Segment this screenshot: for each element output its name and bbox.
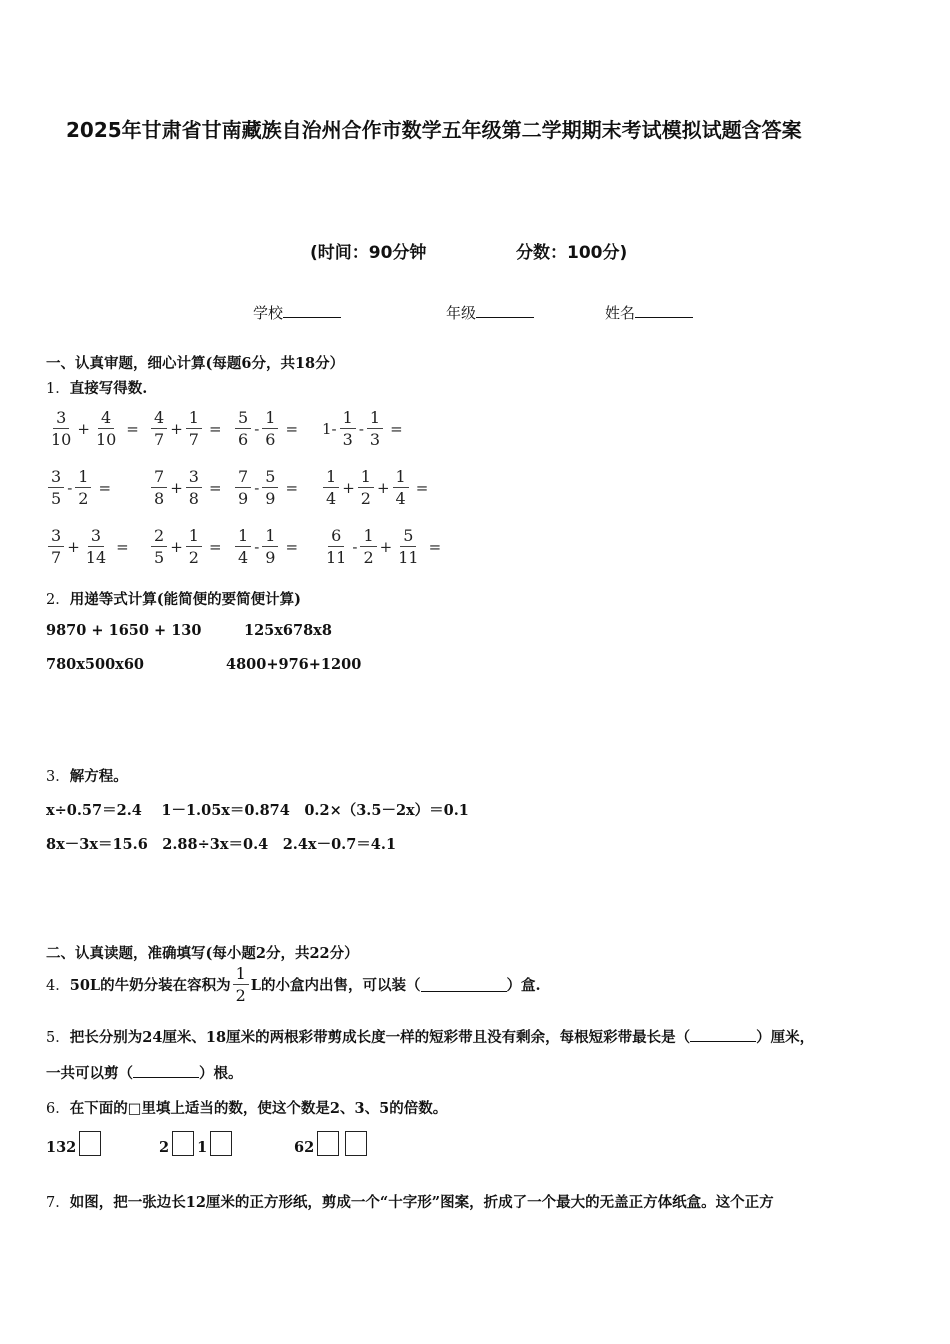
section-2-heading: 二、认真读题，准确填写(每小题2分，共22分） bbox=[46, 945, 359, 962]
digit-box[interactable] bbox=[172, 1131, 194, 1156]
numerator: 3 bbox=[88, 526, 104, 547]
question-5 bbox=[46, 1026, 814, 1047]
question-6 bbox=[46, 1097, 447, 1118]
numerator: 7 bbox=[235, 467, 251, 488]
numerator: 7 bbox=[151, 467, 167, 488]
numerator: 5 bbox=[235, 408, 251, 429]
denominator: 9 bbox=[265, 489, 276, 508]
digit-prefix: 2 bbox=[159, 1139, 170, 1156]
operator: - bbox=[352, 537, 358, 556]
fraction-expression bbox=[149, 408, 222, 449]
digit-box[interactable] bbox=[345, 1131, 367, 1156]
digit-puzzle-b bbox=[159, 1131, 235, 1156]
numerator: 1 bbox=[367, 408, 383, 429]
question-5-line-2 bbox=[46, 1062, 243, 1083]
denominator: 7 bbox=[154, 430, 165, 449]
grade-label: 年级 bbox=[446, 304, 477, 322]
grade-field[interactable] bbox=[446, 302, 534, 323]
fraction bbox=[48, 408, 74, 449]
calc-item: 780x500x60 bbox=[46, 656, 145, 673]
fraction bbox=[262, 526, 278, 567]
denominator: 4 bbox=[395, 489, 406, 508]
fraction bbox=[360, 526, 376, 567]
numerator: 1 bbox=[262, 408, 278, 429]
equals-sign: = bbox=[116, 537, 129, 556]
numerator: 3 bbox=[53, 408, 69, 429]
question-number: 7． bbox=[46, 1195, 70, 1211]
denominator: 3 bbox=[369, 430, 381, 449]
denominator: 9 bbox=[265, 548, 276, 567]
question-text: 50L的牛奶分装在容积为 bbox=[69, 977, 231, 994]
question-text: ）盒. bbox=[506, 977, 541, 994]
operator: + bbox=[67, 537, 80, 556]
school-blank[interactable] bbox=[283, 303, 341, 318]
fraction bbox=[393, 467, 409, 508]
page-title: 2025年甘肃省甘南藏族自治州合作市数学五年级第二学期期末考试模拟试题含答案 bbox=[66, 118, 802, 142]
fraction bbox=[151, 526, 167, 567]
denominator: 8 bbox=[188, 489, 199, 508]
digit-puzzle-c bbox=[294, 1131, 370, 1156]
fraction bbox=[358, 467, 374, 508]
numerator: 1 bbox=[262, 526, 278, 547]
question-text: ）厘米， bbox=[756, 1029, 815, 1046]
exam-time: (时间：90分钟 bbox=[310, 243, 427, 263]
equals-sign: = bbox=[208, 419, 222, 438]
question-text: 用递等式计算(能简便的要简便计算) bbox=[69, 591, 301, 608]
fraction bbox=[83, 526, 109, 567]
numerator: 1 bbox=[360, 526, 376, 547]
operator: + bbox=[77, 419, 90, 438]
denominator: 4 bbox=[326, 489, 337, 508]
operator: - bbox=[254, 537, 260, 556]
name-field[interactable] bbox=[605, 302, 693, 323]
denominator: 8 bbox=[154, 489, 165, 508]
fraction bbox=[48, 467, 64, 508]
numerator: 1 bbox=[323, 467, 339, 488]
equals-sign: = bbox=[98, 478, 112, 497]
numerator: 4 bbox=[151, 408, 167, 429]
question-2 bbox=[46, 588, 301, 609]
answer-blank[interactable] bbox=[421, 977, 507, 992]
fraction bbox=[323, 526, 349, 567]
name-label: 姓名 bbox=[605, 304, 636, 322]
denominator: 2 bbox=[78, 489, 89, 508]
exam-score: 分数：100分) bbox=[516, 243, 628, 263]
fraction bbox=[262, 408, 278, 449]
denominator: 11 bbox=[326, 548, 347, 567]
fraction-expression bbox=[46, 408, 139, 449]
fraction bbox=[151, 467, 167, 508]
digit-middle: 1 bbox=[197, 1139, 208, 1156]
numerator: 1 bbox=[235, 526, 251, 547]
operator: - bbox=[254, 419, 260, 438]
calc-item: 4800+976+1200 bbox=[226, 656, 362, 673]
question-text: 解方程。 bbox=[69, 768, 128, 785]
fraction-expression bbox=[149, 467, 222, 508]
denominator: 11 bbox=[398, 548, 419, 567]
calc-item: 9870 + 1650 + 130 bbox=[46, 622, 202, 639]
denominator: 10 bbox=[51, 430, 72, 449]
operator: - bbox=[358, 419, 364, 438]
numerator: 1 bbox=[340, 408, 356, 429]
denominator: 9 bbox=[238, 489, 249, 508]
answer-blank[interactable] bbox=[690, 1027, 756, 1042]
name-blank[interactable] bbox=[635, 303, 693, 318]
question-text: 如图，把一张边长12厘米的正方形纸，剪成一个“十字形”图案，折成了一个最大的无盖正方体纸盒。这个正方 bbox=[69, 1194, 774, 1211]
question-text: ）根。 bbox=[199, 1065, 243, 1082]
fraction bbox=[235, 408, 251, 449]
numerator: 6 bbox=[328, 526, 344, 547]
fraction-expression bbox=[321, 408, 403, 449]
fraction-expression bbox=[321, 526, 441, 567]
equals-sign: = bbox=[208, 478, 222, 497]
fraction bbox=[233, 964, 249, 1005]
operator: - bbox=[254, 478, 260, 497]
question-text: 把长分别为24厘米、18厘米的两根彩带剪成长度一样的短彩带且没有剩余，每根短彩带最长是（ bbox=[69, 1029, 691, 1046]
grade-blank[interactable] bbox=[476, 303, 534, 318]
numerator: 3 bbox=[186, 467, 202, 488]
numerator: 1 bbox=[186, 526, 202, 547]
equation-line-2: 8x－3x＝15.6 2.88÷3x＝0.4 2.4x－0.7＝4.1 bbox=[46, 836, 397, 853]
fraction bbox=[93, 408, 119, 449]
numerator: 3 bbox=[48, 467, 64, 488]
question-1 bbox=[46, 377, 147, 398]
denominator: 5 bbox=[154, 548, 165, 567]
denominator: 6 bbox=[238, 430, 249, 449]
fraction-expression bbox=[46, 467, 111, 508]
equals-sign: = bbox=[285, 537, 299, 556]
fraction bbox=[186, 467, 202, 508]
operator: - bbox=[67, 478, 73, 497]
fraction-expression bbox=[233, 526, 298, 567]
question-number: 5． bbox=[46, 1030, 70, 1046]
answer-blank[interactable] bbox=[133, 1063, 199, 1078]
question-number: 4． bbox=[46, 978, 70, 994]
fraction-expression bbox=[233, 408, 298, 449]
digit-prefix: 132 bbox=[46, 1139, 77, 1156]
digit-prefix: 62 bbox=[294, 1139, 315, 1156]
fraction bbox=[151, 408, 167, 449]
equals-sign: = bbox=[285, 419, 299, 438]
denominator: 2 bbox=[235, 986, 246, 1005]
question-3 bbox=[46, 765, 128, 786]
school-label: 学校 bbox=[253, 304, 284, 322]
operator: 1- bbox=[322, 419, 337, 438]
question-number: 3． bbox=[46, 769, 70, 785]
fraction bbox=[367, 408, 383, 449]
fraction bbox=[186, 408, 202, 449]
school-field[interactable] bbox=[253, 302, 341, 323]
fraction bbox=[75, 467, 91, 508]
question-text: 直接写得数. bbox=[69, 380, 148, 397]
numerator: 5 bbox=[400, 526, 416, 547]
digit-box[interactable] bbox=[317, 1131, 339, 1156]
equals-sign: = bbox=[428, 537, 442, 556]
question-4 bbox=[46, 964, 541, 1005]
numerator: 1 bbox=[186, 408, 202, 429]
digit-puzzle-a bbox=[46, 1131, 104, 1156]
question-text: L的小盒内出售，可以装（ bbox=[250, 977, 421, 994]
question-text: 在下面的□里填上适当的数，使这个数是2、3、5的倍数。 bbox=[69, 1100, 448, 1117]
fraction-expression bbox=[149, 526, 222, 567]
numerator: 3 bbox=[48, 526, 64, 547]
numerator: 1 bbox=[233, 964, 249, 985]
section-1-heading: 一、认真审题，细心计算(每题6分，共18分） bbox=[46, 355, 345, 372]
denominator: 3 bbox=[342, 430, 353, 449]
equals-sign: = bbox=[208, 537, 222, 556]
numerator: 1 bbox=[393, 467, 409, 488]
calc-item: 125x678x8 bbox=[244, 622, 332, 639]
fraction bbox=[48, 526, 64, 567]
denominator: 7 bbox=[188, 430, 199, 449]
fraction bbox=[186, 526, 202, 567]
question-number: 2． bbox=[46, 592, 70, 608]
operator: + bbox=[170, 478, 183, 497]
question-number: 1． bbox=[46, 381, 70, 397]
numerator: 5 bbox=[262, 467, 278, 488]
operator: + bbox=[342, 478, 355, 497]
denominator: 14 bbox=[85, 548, 107, 567]
operator: + bbox=[376, 478, 390, 497]
denominator: 7 bbox=[51, 548, 62, 567]
denominator: 10 bbox=[95, 430, 117, 449]
equals-sign: = bbox=[126, 419, 139, 438]
fraction bbox=[323, 467, 339, 508]
digit-box[interactable] bbox=[79, 1131, 101, 1156]
denominator: 2 bbox=[360, 489, 371, 508]
fraction bbox=[395, 526, 421, 567]
fraction bbox=[340, 408, 356, 449]
operator: + bbox=[170, 419, 183, 438]
denominator: 6 bbox=[265, 430, 276, 449]
question-text: 一共可以剪（ bbox=[46, 1065, 133, 1082]
denominator: 2 bbox=[363, 548, 374, 567]
denominator: 2 bbox=[188, 548, 199, 567]
fraction-expression bbox=[233, 467, 298, 508]
fraction bbox=[235, 467, 251, 508]
fraction bbox=[262, 467, 278, 508]
equals-sign: = bbox=[285, 478, 299, 497]
denominator: 4 bbox=[238, 548, 249, 567]
operator: + bbox=[379, 537, 393, 556]
digit-box[interactable] bbox=[210, 1131, 232, 1156]
fraction bbox=[235, 526, 251, 567]
numerator: 4 bbox=[98, 408, 114, 429]
fraction-expression bbox=[321, 467, 428, 508]
numerator: 1 bbox=[75, 467, 91, 488]
equation-line-1: x÷0.57＝2.4 1－1.05x＝0.874 0.2×（3.5－2x）＝0.1 bbox=[46, 802, 469, 819]
question-7 bbox=[46, 1191, 774, 1212]
fraction-expression bbox=[46, 526, 129, 567]
denominator: 5 bbox=[51, 489, 62, 508]
operator: + bbox=[170, 537, 183, 556]
equals-sign: = bbox=[390, 419, 403, 438]
question-number: 6． bbox=[46, 1101, 70, 1117]
equals-sign: = bbox=[415, 478, 429, 497]
numerator: 1 bbox=[358, 467, 374, 488]
numerator: 2 bbox=[151, 526, 167, 547]
